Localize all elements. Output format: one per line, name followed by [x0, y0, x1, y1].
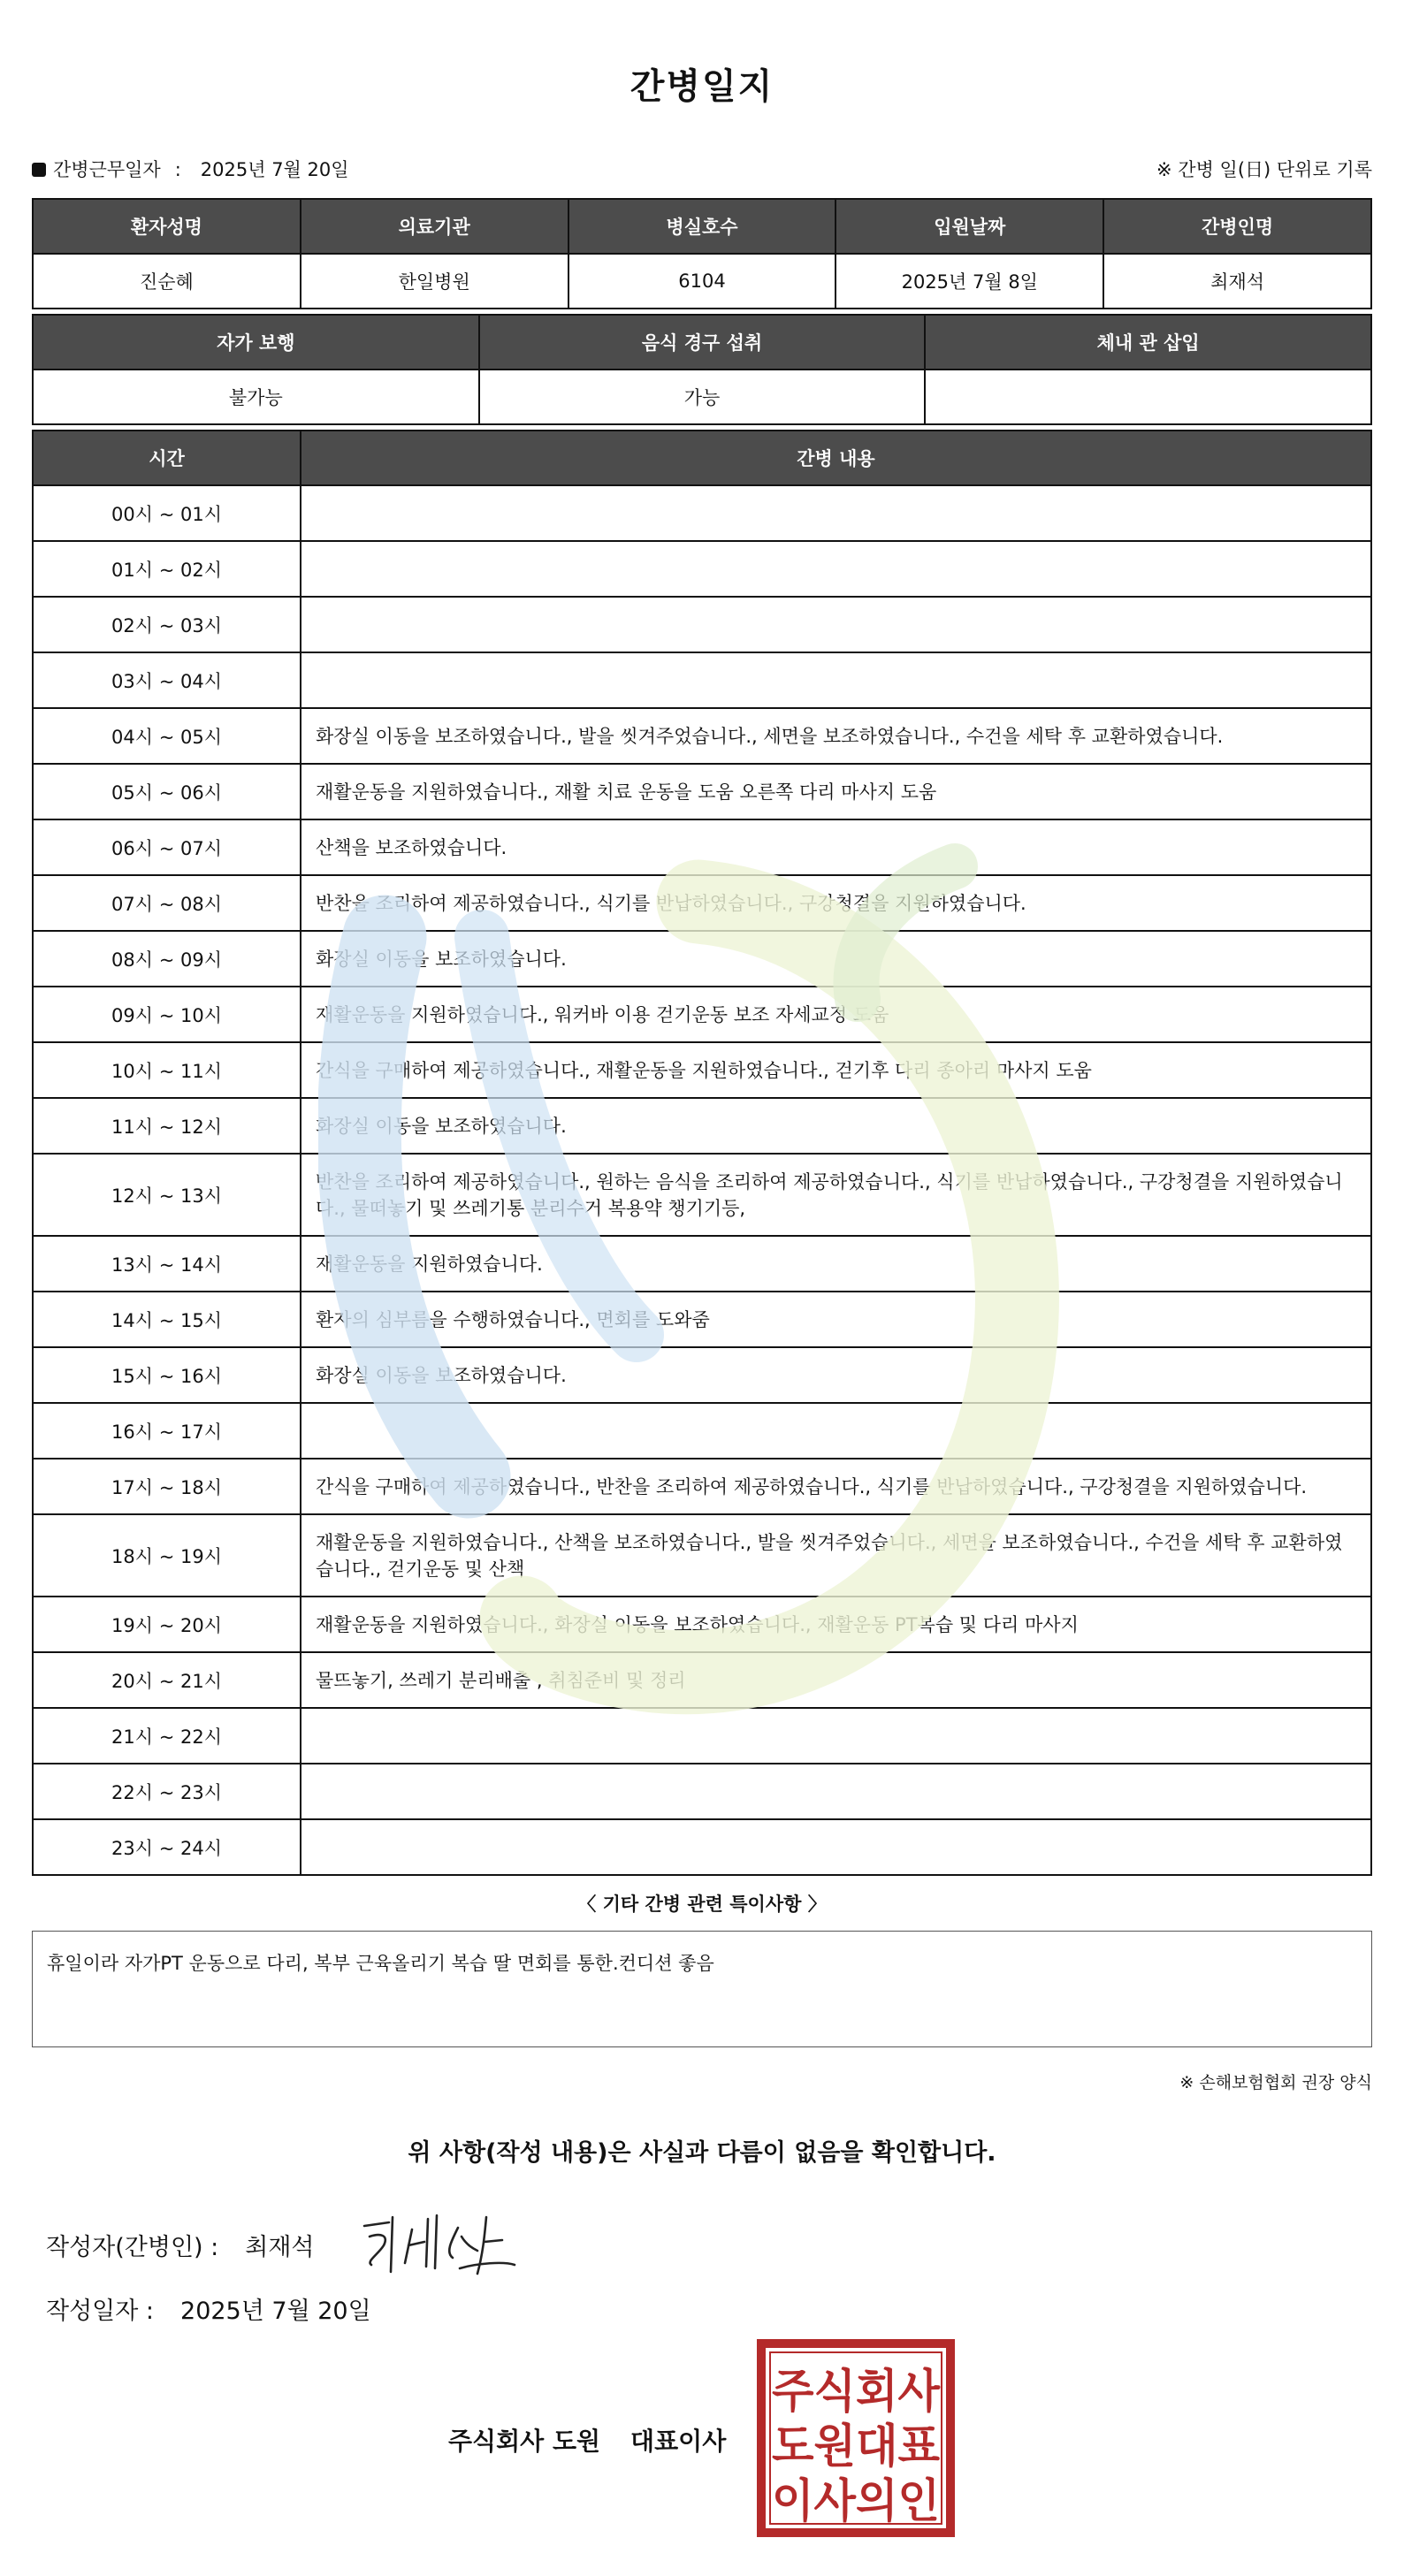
notes-title: 〈 기타 간병 관련 특이사항 〉 — [577, 1894, 827, 1915]
care-content: 화장실 이동을 보조하였습니다. — [301, 1098, 1371, 1154]
table-row — [33, 1403, 1371, 1459]
writer-label: 작성자(간병인) : — [46, 2234, 219, 2261]
care-content — [301, 541, 1371, 597]
patient-info-value-row — [33, 254, 1371, 309]
care-content — [301, 1708, 1371, 1764]
care-content: 재활운동을 지원하였습니다., 화장실 이동을 보조하였습니다., 재활운동 PT복습 및 다리 마사지 — [301, 1597, 1371, 1652]
time-slot: 19시 ~ 20시 — [33, 1597, 301, 1652]
table-row — [33, 1764, 1371, 1819]
header-oral-intake: 음식 경구 섭취 — [479, 315, 926, 370]
care-content — [301, 1403, 1371, 1459]
caregiver-name: 최재석 — [1103, 254, 1371, 309]
time-slot: 13시 ~ 14시 — [33, 1236, 301, 1292]
table-row — [33, 1708, 1371, 1764]
care-content: 물뜨놓기, 쓰레기 분리배출 , 취침준비 및 정리 — [301, 1652, 1371, 1708]
time-slot: 11시 ~ 12시 — [33, 1098, 301, 1154]
time-slot: 18시 ~ 19시 — [33, 1514, 301, 1597]
table-row — [33, 1347, 1371, 1403]
header-caregiver-name: 간병인명 — [1103, 199, 1371, 254]
time-slot: 09시 ~ 10시 — [33, 987, 301, 1042]
header-self-walking: 자가 보행 — [33, 315, 479, 370]
table-row — [33, 764, 1371, 819]
company-name: 주식회사 도원 — [448, 2427, 601, 2456]
table-row — [33, 1514, 1371, 1597]
patient-status-table — [32, 314, 1372, 425]
header-hospital: 의료기관 — [301, 199, 568, 254]
table-row — [33, 708, 1371, 764]
handwritten-signature — [354, 2210, 522, 2281]
table-row — [33, 652, 1371, 708]
time-slot: 03시 ~ 04시 — [33, 652, 301, 708]
care-content: 재활운동을 지원하였습니다. — [301, 1236, 1371, 1292]
time-slot: 07시 ~ 08시 — [33, 875, 301, 931]
admission-date: 2025년 7월 8일 — [836, 254, 1103, 309]
notes-box — [32, 1931, 1372, 2047]
time-slot: 15시 ~ 16시 — [33, 1347, 301, 1403]
form-footnote: ※ 손해보험협회 권장 양식 — [1179, 2073, 1372, 2092]
time-slot: 00시 ~ 01시 — [33, 485, 301, 541]
care-content: 반찬을 조리하여 제공하였습니다., 원하는 음식을 조리하여 제공하였습니다., 식기를 반납하였습니다., 구강청결을 지원하였습니다., 물떠놓기 및 쓰레기통 분리수거 복용약 챙기기등, — [301, 1154, 1371, 1236]
table-row — [33, 1292, 1371, 1347]
time-slot: 06시 ~ 07시 — [33, 819, 301, 875]
time-slot: 23시 ~ 24시 — [33, 1819, 301, 1875]
writer-row — [46, 2228, 315, 2262]
patient-info-table — [32, 198, 1372, 309]
table-row — [33, 541, 1371, 597]
status-value-row — [33, 370, 1371, 424]
oral-intake: 가능 — [479, 370, 926, 424]
care-content — [301, 597, 1371, 652]
care-content: 환자의 심부름을 수행하였습니다., 면회를 도와줌 — [301, 1292, 1371, 1347]
header-tube-insertion: 체내 관 삽입 — [925, 315, 1371, 370]
company-seal-stamp — [756, 2338, 956, 2538]
table-row — [33, 485, 1371, 541]
table-row — [33, 1154, 1371, 1236]
care-content: 재활운동을 지원하였습니다., 산책을 보조하였습니다., 발을 씻겨주었습니다., 세면을 보조하였습니다., 수건을 세탁 후 교환하였습니다., 걷기운동 및 산책 — [301, 1514, 1371, 1597]
care-content — [301, 652, 1371, 708]
table-row — [33, 1459, 1371, 1514]
header-room-number: 병실호수 — [568, 199, 836, 254]
time-slot: 16시 ~ 17시 — [33, 1403, 301, 1459]
table-row — [33, 1597, 1371, 1652]
work-date-colon: : — [174, 159, 181, 180]
table-row — [33, 1819, 1371, 1875]
time-slot: 02시 ~ 03시 — [33, 597, 301, 652]
record-note: ※ 간병 일(日) 단위로 기록 — [1156, 159, 1372, 180]
seal-line: 주식회사 — [772, 2366, 941, 2419]
time-slot: 22시 ~ 23시 — [33, 1764, 301, 1819]
work-date-value: 2025년 7월 20일 — [200, 159, 349, 180]
time-slot: 21시 ~ 22시 — [33, 1708, 301, 1764]
header-time: 시간 — [33, 431, 301, 485]
header-admission-date: 입원날짜 — [836, 199, 1103, 254]
log-body — [33, 485, 1371, 1875]
log-header-row — [33, 431, 1371, 485]
header-care-content: 간병 내용 — [301, 431, 1371, 485]
work-date-row — [32, 156, 1372, 182]
care-content: 재활운동을 지원하였습니다., 워커바 이용 걷기운동 보조 자세교정 도움 — [301, 987, 1371, 1042]
time-slot: 10시 ~ 11시 — [33, 1042, 301, 1098]
time-slot: 04시 ~ 05시 — [33, 708, 301, 764]
table-row — [33, 1098, 1371, 1154]
care-content: 산책을 보조하였습니다. — [301, 819, 1371, 875]
self-walking: 불가능 — [33, 370, 479, 424]
care-content: 화장실 이동을 보조하였습니다., 발을 씻겨주었습니다., 세면을 보조하였습니다., 수건을 세탁 후 교환하였습니다. — [301, 708, 1371, 764]
seal-line: 도원대표 — [772, 2420, 940, 2473]
care-content — [301, 1764, 1371, 1819]
seal-line: 이사의인 — [772, 2475, 940, 2528]
care-content: 반찬을 조리하여 제공하였습니다., 식기를 반납하였습니다., 구강청결을 지원하였습니다. — [301, 875, 1371, 931]
confirmation-statement: 위 사항(작성 내용)은 사실과 다름이 없음을 확인합니다. — [408, 2139, 996, 2167]
table-row — [33, 1042, 1371, 1098]
table-row — [33, 1236, 1371, 1292]
time-slot: 01시 ~ 02시 — [33, 541, 301, 597]
patient-name: 진순혜 — [33, 254, 301, 309]
notes-text: 휴일이라 자가PT 운동으로 다리, 복부 근육올리기 복습 딸 면회를 통한.컨디션 좋음 — [47, 1953, 714, 1974]
time-slot: 12시 ~ 13시 — [33, 1154, 301, 1236]
time-slot: 08시 ~ 09시 — [33, 931, 301, 987]
time-slot: 17시 ~ 18시 — [33, 1459, 301, 1514]
care-content: 재활운동을 지원하였습니다., 재활 치료 운동을 도움 오른쪽 다리 마사지 도움 — [301, 764, 1371, 819]
time-slot: 20시 ~ 21시 — [33, 1652, 301, 1708]
tube-insertion — [925, 370, 1371, 424]
header-patient-name: 환자성명 — [33, 199, 301, 254]
written-date-label: 작성일자 : — [46, 2298, 155, 2325]
table-row — [33, 987, 1371, 1042]
table-row — [33, 875, 1371, 931]
company-ceo-title: 대표이사 — [630, 2427, 727, 2456]
care-content: 화장실 이동을 보조하였습니다. — [301, 1347, 1371, 1403]
care-log-table — [32, 430, 1372, 1876]
work-date-label: 간병근무일자 — [53, 159, 161, 180]
care-content: 간식을 구매하여 제공하였습니다., 재활운동을 지원하였습니다., 걷기후 다리 종아리 마사지 도움 — [301, 1042, 1371, 1098]
time-slot: 05시 ~ 06시 — [33, 764, 301, 819]
care-content: 간식을 구매하여 제공하였습니다., 반찬을 조리하여 제공하였습니다., 식기를 반납하였습니다., 구강청결을 지원하였습니다. — [301, 1459, 1371, 1514]
table-row — [33, 819, 1371, 875]
document-title: 간병일지 — [630, 66, 774, 107]
care-content: 화장실 이동을 보조하였습니다. — [301, 931, 1371, 987]
care-content — [301, 485, 1371, 541]
writer-name: 최재석 — [245, 2234, 315, 2261]
written-date-value: 2025년 7월 20일 — [180, 2298, 371, 2325]
care-content — [301, 1819, 1371, 1875]
table-row — [33, 931, 1371, 987]
company-signoff — [448, 2422, 726, 2458]
bullet-icon — [32, 163, 46, 177]
table-row — [33, 1652, 1371, 1708]
patient-info-header-row — [33, 199, 1371, 254]
time-slot: 14시 ~ 15시 — [33, 1292, 301, 1347]
table-row — [33, 597, 1371, 652]
room-number: 6104 — [568, 254, 836, 309]
status-header-row — [33, 315, 1371, 370]
written-date-row — [46, 2291, 371, 2326]
hospital: 한일병원 — [301, 254, 568, 309]
